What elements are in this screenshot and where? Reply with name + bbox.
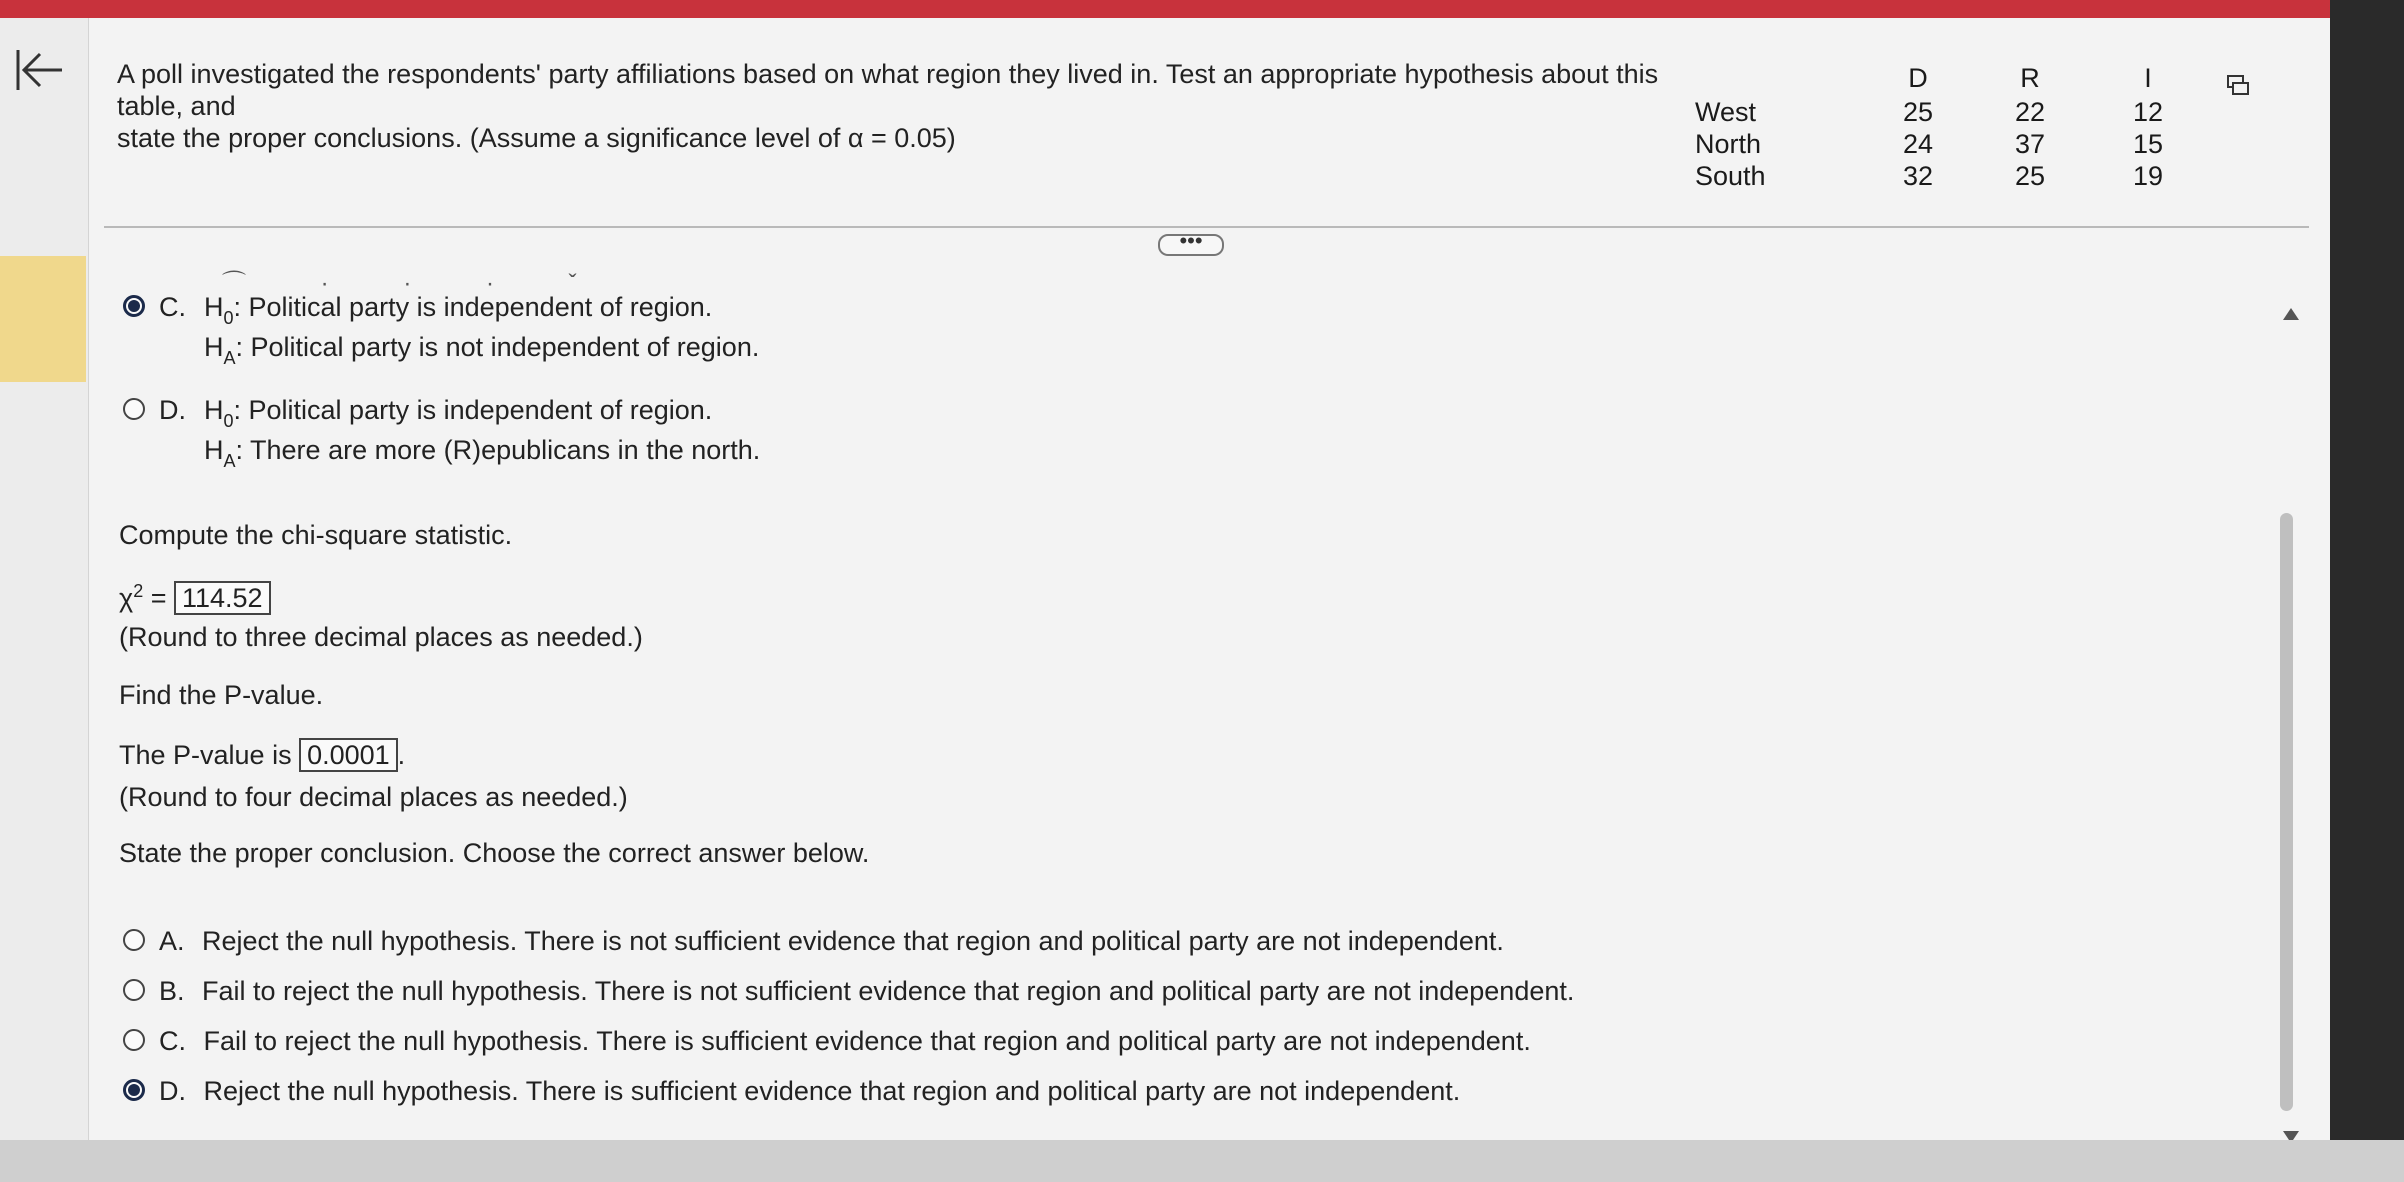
current-part-highlight xyxy=(0,256,86,382)
table-cell: 19 xyxy=(2132,161,2164,191)
top-accent-bar xyxy=(0,0,2330,18)
option-text: Fail to reject the null hypothesis. There is sufficient evidence that region and political party are not independent. xyxy=(203,1026,1531,1056)
chi-square-prompt: Compute the chi-square statistic. xyxy=(119,520,513,550)
option-text: Reject the null hypothesis. There is sufficient evidence that region and political party are not independent. xyxy=(203,1076,1461,1106)
conclusion-prompt: State the proper conclusion. Choose the correct answer below. xyxy=(119,838,870,868)
left-gutter xyxy=(0,18,89,1158)
table-cell: 25 xyxy=(1902,97,1934,127)
column-header-d: D xyxy=(1908,63,1928,93)
table-cell: 32 xyxy=(1902,161,1934,191)
chi-square-rounding-note: (Round to three decimal places as needed.) xyxy=(119,622,643,652)
scrollbar-thumb[interactable] xyxy=(2280,513,2293,1111)
copy-table-icon[interactable] xyxy=(2226,74,2250,96)
hypothesis-option-d-radio[interactable] xyxy=(123,398,145,420)
table-cell: 12 xyxy=(2132,97,2164,127)
option-letter: C. xyxy=(159,292,186,322)
p-value-answer-row: The P-value is 0.0001 . xyxy=(119,740,406,770)
table-cell: 24 xyxy=(1902,129,1934,159)
option-letter: B. xyxy=(159,976,185,1006)
option-text: Fail to reject the null hypothesis. There is not sufficient evidence that region and political party are not independent. xyxy=(202,976,1575,1006)
column-header-r: R xyxy=(2020,63,2040,93)
question-text xyxy=(117,58,1717,154)
option-letter: D. xyxy=(159,1076,186,1106)
conclusion-option-a-radio[interactable] xyxy=(123,929,145,951)
conclusion-option-d[interactable] xyxy=(159,1074,1460,1108)
conclusion-option-d-radio[interactable] xyxy=(123,1079,145,1101)
screen-bezel xyxy=(2330,0,2404,1182)
chi-square-answer-row: $\chi^2 = 114.52$ xyxy=(119,574,271,615)
chi-square-answer-box[interactable]: 114.52 xyxy=(174,581,271,615)
hypothesis-option-c-radio[interactable] xyxy=(123,295,145,317)
hypothesis-d-null: $H_0$: Political party is independent of region. xyxy=(204,395,713,431)
back-to-start-icon[interactable] xyxy=(14,46,66,94)
p-value-answer-box[interactable]: 0.0001 xyxy=(299,738,398,772)
conclusion-option-a[interactable] xyxy=(159,924,1504,958)
option-text: Reject the null hypothesis. There is not sufficient evidence that region and political party are not independent. xyxy=(202,926,1504,956)
section-divider xyxy=(104,226,2309,228)
clipped-text-remnant: ⌒ · · · ˇ xyxy=(222,270,611,297)
p-value-rounding-note: (Round to four decimal places as needed.) xyxy=(119,782,628,812)
row-label-north: North xyxy=(1695,129,1762,159)
conclusion-option-c-radio[interactable] xyxy=(123,1029,145,1051)
table-cell: 15 xyxy=(2132,129,2164,159)
hypothesis-option-c[interactable] xyxy=(159,290,186,324)
question-line-1: A poll investigated the respondents' party affiliations based on what region they lived in. Test an appropriate hypothesis about this table, and xyxy=(117,59,1659,121)
question-panel xyxy=(0,18,2330,1158)
expand-more-button[interactable]: ••• xyxy=(1158,234,1224,256)
table-cell: 22 xyxy=(2014,97,2046,127)
question-line-2: state the proper conclusions. (Assume a significance level of α = 0.05) xyxy=(117,123,956,153)
p-value-prompt: Find the P-value. xyxy=(119,680,324,710)
column-header-i: I xyxy=(2144,63,2152,93)
conclusion-option-b[interactable] xyxy=(159,974,1574,1008)
hypothesis-d-alternative: $H_A$: There are more (R)epublicans in the north. xyxy=(204,435,761,471)
option-letter: C. xyxy=(159,1026,186,1056)
table-cell: 25 xyxy=(2014,161,2046,191)
hypothesis-c-null: $H_0$: Political party is independent of region. xyxy=(204,292,713,328)
bottom-edge xyxy=(0,1140,2404,1182)
table-cell: 37 xyxy=(2014,129,2046,159)
row-label-south: South xyxy=(1695,161,1766,191)
scroll-up-arrow[interactable] xyxy=(2283,308,2299,320)
hypothesis-c-alternative: $H_A$: Political party is not independent of region. xyxy=(204,332,760,368)
row-label-west: West xyxy=(1695,97,1757,127)
option-letter: D. xyxy=(159,395,186,425)
conclusion-option-b-radio[interactable] xyxy=(123,979,145,1001)
conclusion-option-c[interactable] xyxy=(159,1024,1531,1058)
option-letter: A. xyxy=(159,926,185,956)
hypothesis-option-d[interactable] xyxy=(159,393,186,427)
